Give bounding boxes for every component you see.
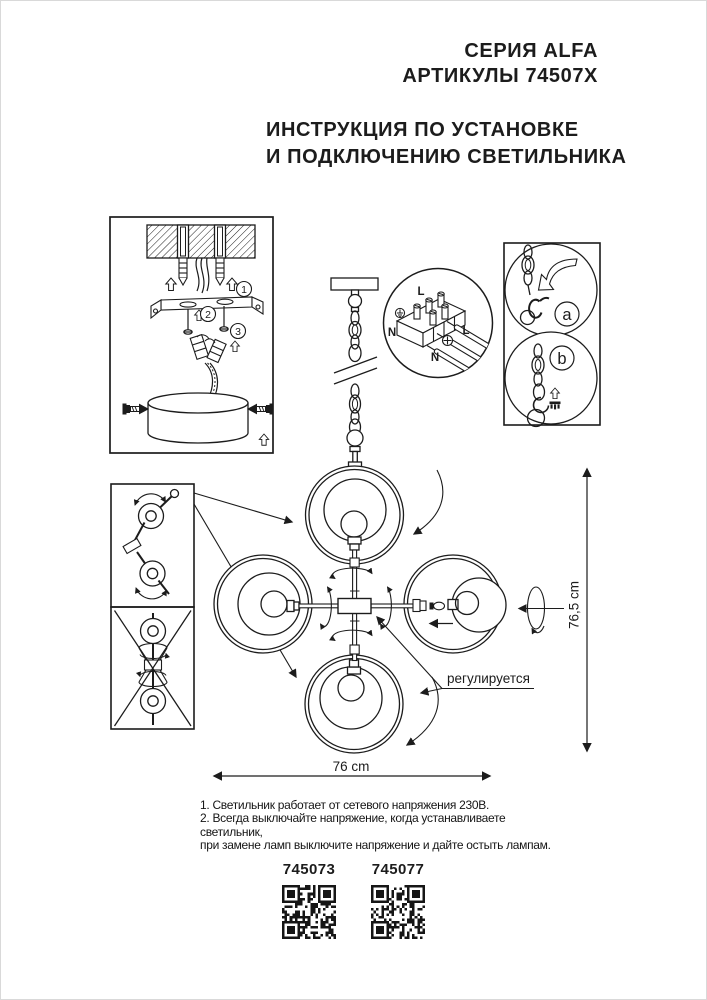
canopy-side-screw-right xyxy=(248,404,273,414)
step-1-number: 1 xyxy=(241,283,247,296)
product-code: 745077 xyxy=(371,861,425,878)
mains-wires xyxy=(196,258,209,293)
articles-title: АРТИКУЛЫ 74507X xyxy=(402,65,598,87)
instruction-line1: ИНСТРУКЦИЯ ПО УСТАНОВКЕ xyxy=(266,119,579,141)
ceiling-mounting-diagram xyxy=(110,217,273,453)
joint-rotation-forbidden xyxy=(115,611,192,727)
adjustable-label: регулируется xyxy=(447,671,530,686)
up-arrow-icon xyxy=(259,434,268,445)
wire-label-n: N xyxy=(430,352,440,364)
detail-a-label: a xyxy=(562,306,572,324)
globe-bottom xyxy=(305,655,403,753)
chandelier-drawing xyxy=(214,466,564,753)
joint-rotation-ok xyxy=(123,490,178,599)
qr-code-icon xyxy=(282,885,336,939)
hand-icon xyxy=(550,402,561,410)
height-value: 76,5 cm xyxy=(566,580,582,630)
canopy-side-screw-left xyxy=(123,404,148,414)
qr-code-icon xyxy=(371,885,425,939)
note-line: при замене ламп выключите напряжение и дайте остыть лампам. xyxy=(200,838,551,853)
dimension-height xyxy=(567,469,588,751)
product-745077 xyxy=(370,861,426,939)
product-code: 745073 xyxy=(282,861,336,878)
note-line: 2. Всегда выключайте напряжение, когда устанавливаете светильник, xyxy=(200,811,506,839)
chain-hook-detail-b xyxy=(505,332,597,427)
globe-left xyxy=(214,555,312,653)
suspension-chain xyxy=(331,278,378,469)
series-title: СЕРИЯ ALFA xyxy=(464,40,598,62)
safety-notes xyxy=(200,799,560,853)
width-value: 76 cm xyxy=(332,759,370,774)
step-3-badge xyxy=(231,324,246,339)
ceiling-plate xyxy=(331,278,378,290)
wiring-detail-inset xyxy=(384,269,501,380)
detail-b-label: b xyxy=(557,350,567,368)
globe-top xyxy=(306,466,404,564)
up-arrow-icon xyxy=(231,341,240,352)
swivel-arrow-bottom xyxy=(407,677,438,745)
earth-symbol-icon xyxy=(395,308,404,317)
instruction-line2: И ПОДКЛЮЧЕНИЮ СВЕТИЛЬНИКА xyxy=(266,146,627,168)
dimension-width xyxy=(214,759,490,776)
step-2-number: 2 xyxy=(205,308,211,321)
step-1-badge xyxy=(237,282,252,297)
chain-open-detail-a xyxy=(505,244,597,336)
central-hub xyxy=(338,599,371,614)
wire-label-l: L xyxy=(462,325,470,337)
step-3-number: 3 xyxy=(235,325,241,338)
ceiling-hatch xyxy=(147,225,255,258)
swivel-arrow-top xyxy=(414,470,443,534)
note-line: 1. Светильник работает от сетевого напряжения 230В. xyxy=(200,798,490,812)
step-2-badge xyxy=(201,307,216,322)
up-arrow-icon xyxy=(227,278,237,291)
chain-adjust-detail-box xyxy=(504,243,600,427)
earth-wire-symbol-icon xyxy=(443,336,453,346)
wire-connectors xyxy=(190,335,226,363)
up-arrow-icon xyxy=(166,278,176,291)
terminal-label-l: L xyxy=(417,286,425,298)
terminal-label-n: N xyxy=(387,327,397,339)
joint-leader-line xyxy=(194,493,292,522)
product-745073 xyxy=(281,861,337,939)
canopy xyxy=(148,393,248,443)
